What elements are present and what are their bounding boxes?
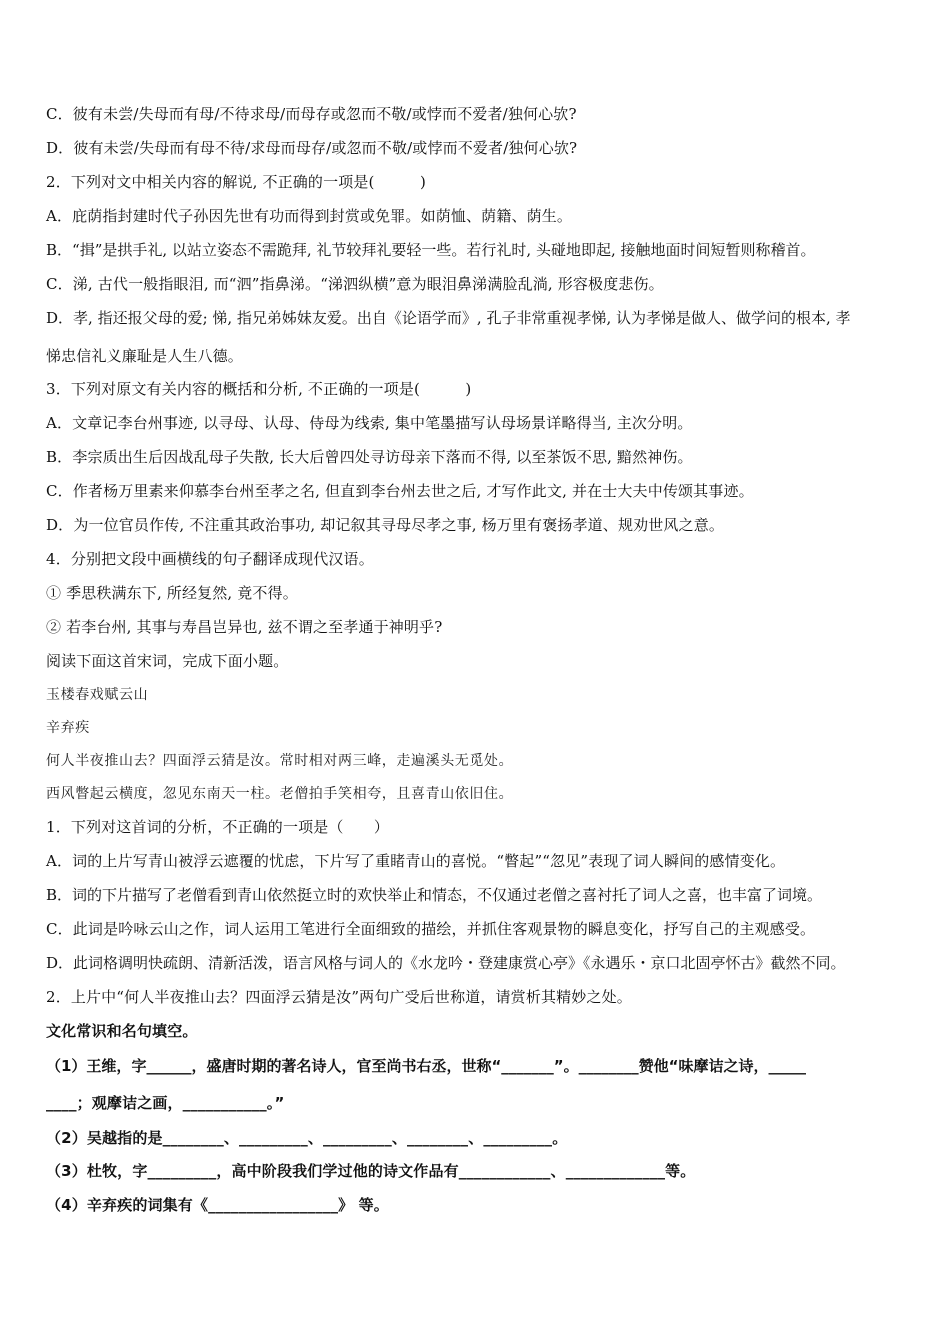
culture-item-2: （2）吴越指的是________、_________、_________、________、_________。 <box>46 1129 568 1147</box>
q3-stem: 3．下列对原文有关内容的概括和分析, 不正确的一项是( ) <box>46 380 472 398</box>
q2-option-d-cont: 悌忠信礼义廉耻是人生八德。 <box>46 347 243 365</box>
culture-item-1: （1）王维，字______，盛唐时期的著名诗人，官至尚书右丞，世称“_______”。________赞他“味摩诘之诗，_____ <box>46 1057 807 1075</box>
poem-line-1: 何人半夜推山去？四面浮云猜是汝。常时相对两三峰，走遍溪头无觅处。 <box>46 753 514 769</box>
poem-author: 辛弃疾 <box>46 720 90 736</box>
poem-q1-stem: 1．下列对这首词的分析，不正确的一项是（ ） <box>46 818 389 836</box>
culture-item-4: （4）辛弃疾的词集有《_________________》 等。 <box>46 1196 389 1214</box>
q2-option-d: D．孝, 指还报父母的爱; 悌, 指兄弟姊妹友爱。出自《论语学而》, 孔子非常重视孝悌, 认为孝悌是做人、做学问的根本, 孝 <box>46 309 851 327</box>
poem-q1-option-b: B．词的下片描写了老僧看到青山依然挺立时的欢快举止和情态，不仅通过老僧之喜衬托了词人之喜，也丰富了词境。 <box>46 886 823 904</box>
q3-option-d: D．为一位官员作传, 不注重其政治事功, 却记叙其寻母尽孝之事, 杨万里有褒扬孝道、规劝世风之意。 <box>46 516 724 534</box>
q4-sentence-1: ① 季思秩满东下, 所经复然, 竟不得。 <box>46 584 298 602</box>
poem-q1-option-d: D．此词格调明快疏朗、清新活泼，语言风格与词人的《水龙吟・登建康赏心亭》《永遇乐・京口北固亭怀古》截然不同。 <box>46 954 846 972</box>
poem-q1-option-c: C．此词是吟咏云山之作，词人运用工笔进行全面细致的描绘，并抓住客观景物的瞬息变化，抒写自己的主观感受。 <box>46 920 816 938</box>
q3-option-b: B．李宗质出生后因战乱母子失散, 长大后曾四处寻访母亲下落而不得, 以至茶饭不思, 黯然神伤。 <box>46 448 693 466</box>
q2-stem: 2．下列对文中相关内容的解说, 不正确的一项是( ) <box>46 173 426 191</box>
poem-intro: 阅读下面这首宋词，完成下面小题。 <box>46 652 289 670</box>
q1-option-c: C．彼有未尝/失母而有母/不待求母/而母存或忽而不敬/或悖而不爱者/独何心欤? <box>46 105 577 123</box>
culture-item-3: （3）杜牧，字_________，高中阶段我们学过他的诗文作品有____________、_____________等。 <box>46 1162 696 1180</box>
q2-option-a: A．庇荫指封建时代子孙因先世有功而得到封赏或免罪。如荫恤、荫籍、荫生。 <box>46 207 573 225</box>
q3-option-c: C．作者杨万里素来仰慕李台州至孝之名, 但直到李台州去世之后, 才写作此文, 并在士大夫中传颂其事迹。 <box>46 482 754 500</box>
poem-q1-option-a: A．词的上片写青山被浮云遮覆的忧虑，下片写了重睹青山的喜悦。“瞥起”“忽见”表现了词人瞬间的感情变化。 <box>46 852 786 870</box>
culture-item-1-cont: ____；观摩诘之画，___________。” <box>46 1094 285 1112</box>
poem-line-2: 西风瞥起云横度，忽见东南天一柱。老僧拍手笑相夸，且喜青山依旧住。 <box>46 786 514 802</box>
q4-sentence-2: ② 若李台州, 其事与寿昌岂异也, 兹不谓之至孝通于神明乎? <box>46 618 443 636</box>
q2-option-c: C．涕, 古代一般指眼泪, 而“泗”指鼻涕。“涕泗纵横”意为眼泪鼻涕满脸乱淌, 形容极度悲伤。 <box>46 275 664 293</box>
poem-title: 玉楼春戏赋云山 <box>46 687 149 703</box>
q2-option-b: B．“揖”是拱手礼, 以站立姿态不需跪拜, 礼节较拜礼要轻一些。若行礼时, 头碰地即起, 接触地面时间短暂则称稽首。 <box>46 241 816 259</box>
q1-option-d: D．彼有未尝/失母而有母不待/求母而母存/或忽而不敬/或悖而不爱者/独何心欤? <box>46 139 578 157</box>
culture-heading: 文化常识和名句填空。 <box>46 1022 198 1040</box>
q4-stem: 4．分别把文段中画横线的句子翻译成现代汉语。 <box>46 550 374 568</box>
poem-q2: 2．上片中“何人半夜推山去？四面浮云猜是汝”两句广受后世称道，请赏析其精妙之处。 <box>46 988 632 1006</box>
q3-option-a: A．文章记李台州事迹, 以寻母、认母、侍母为线索, 集中笔墨描写认母场景详略得当, 主次分明。 <box>46 414 693 432</box>
